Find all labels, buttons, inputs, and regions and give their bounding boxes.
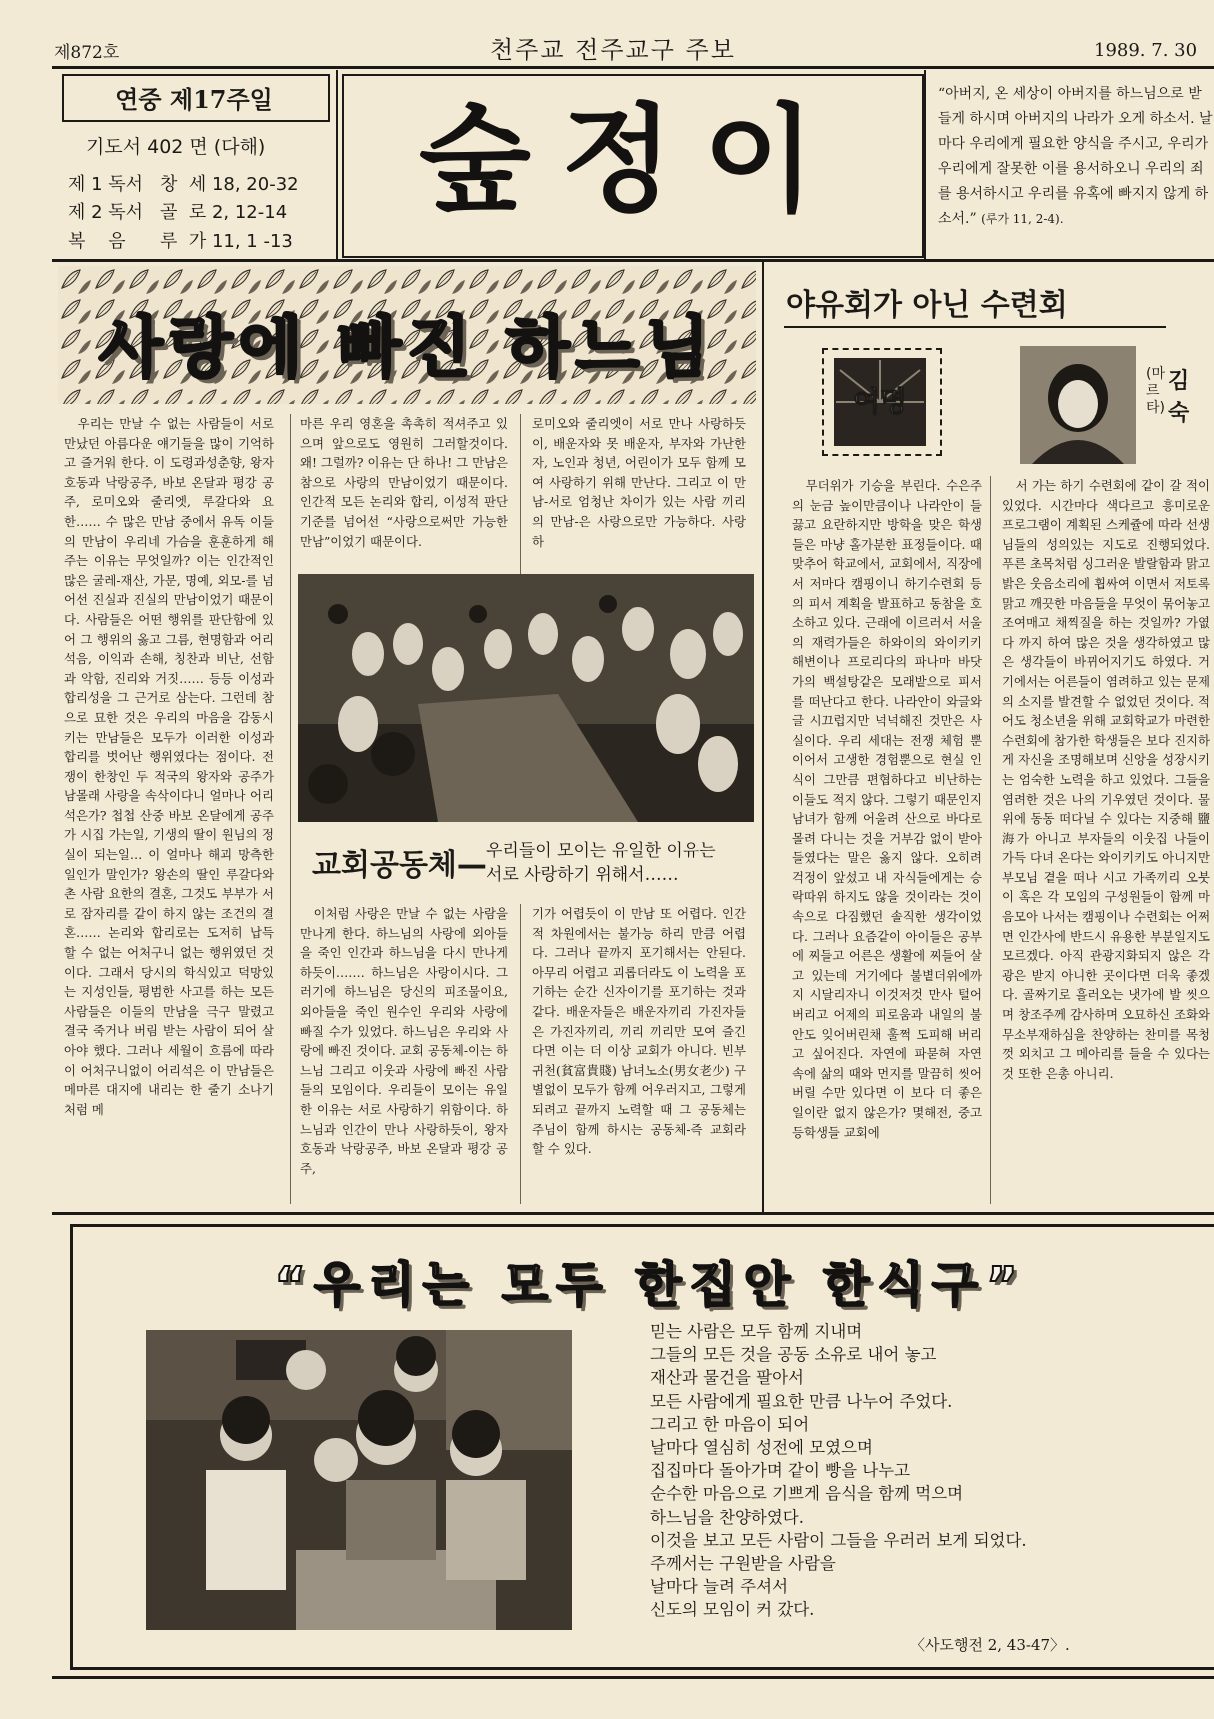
scripture-line: 이것을 보고 모든 사람이 그들을 우러러 보게 되었다. (650, 1530, 1027, 1550)
reading-3-ref: 루 가 11, 1 -13 (160, 231, 293, 252)
newspaper-title: 숲정이 (418, 93, 846, 228)
header-bottom-rule (52, 259, 1214, 262)
column-rule-3 (520, 904, 521, 1204)
scripture-line: 믿는 사람은 모두 함께 지내며 (650, 1322, 863, 1341)
column-rule-2 (520, 414, 521, 574)
subhead-line-2: 서로 사랑하기 위해서…… (486, 865, 679, 885)
main-article-col-2 (300, 414, 508, 574)
scripture-line: 순수한 마음으로 기쁘게 음식을 함께 먹으며 (650, 1484, 964, 1504)
side-article-col-1 (792, 476, 982, 1204)
main-article-col-2b (300, 904, 508, 1204)
column-badge (834, 358, 926, 446)
author-name: 김숙 (1168, 369, 1190, 426)
main-article-col-1 (64, 414, 274, 1206)
reading-2-ref: 골 로 2, 12-14 (160, 202, 288, 223)
bottom-rule-top (52, 1212, 1214, 1215)
scripture-line: 주께서는 구원받을 사람을 (650, 1554, 836, 1574)
reading-3-label: 복 음 (68, 231, 126, 252)
column-rule-1 (290, 414, 291, 1204)
scripture-line: 날마다 늘려 주셔서 (650, 1577, 789, 1597)
main-col3b-text: 기가 어렵듯이 이 만남 또 어렵다. 인간적 차원에서는 불가능 하리 만큼 어렵다. 그러나 끝까지 포기해서는 안된다. 아무리 어렵고 괴롭더라도 이 노력을 포기하는 순간 신자이기를 포기하는 것과 같다. 배운자들은 배운자끼리 가진자들은 가진자끼리, 끼리 끼리만 모여 즐긴다면 이는 더 이상 교회가 아니다. 빈부귀천(貧富貴賤) 남녀노소(男女老少) 구별없이 모두가 함께 어우러지고, 그렇게 되려고 끝까지 노력할 때 그 공동체는 주님이 함께 하시는 공동체-즉 교회라 할 수 있다. (532, 906, 746, 1157)
issue-date: 1989. 7. 30 (1094, 40, 1198, 61)
column-badge-label: 여명 (852, 385, 908, 418)
main-col2b-text: 이처럼 사랑은 만날 수 없는 사람을 만나게 한다. 하느님의 사랑에 외아들을 죽인 인간과 하느님을 다시 만나게 하듯이……. 하느님은 사랑이시다. 그러기에 하느님은 당신의 피조물이요, 외아들을 죽인 원수인 우리와 사랑에 빠질 수가 있었다. 하느님은 우리와 사랑에 빠진 것이다. 교회 공동체-이는 하느님 그리고 이웃과 사랑에 빠진 사람들의 모임이다. 우리들이 모이는 유일한 이유는 서로 사랑하기 위함이다. 하느님과 인간이 만나 사랑하듯이, 왕자 호동과 낙랑공주, 바보 온달과 평강 공주, (300, 906, 508, 1176)
scripture-line: 모든 사람에게 필요한 만큼 나누어 주었다. (650, 1391, 953, 1411)
headline-banner (58, 266, 756, 404)
bottom-rule-end (52, 1676, 1214, 1679)
publisher-name: 천주교 전주교구 주보 (490, 36, 736, 64)
side-col1-text: 무더위가 기승을 부린다. 수은주의 눈금 높이만큼이나 나라안이 들끓고 요란하지만 방학을 맞은 학생들은 마냥 홀가분한 표정들이다. 때 맞추어 학교에서, 교회에서, 직장에서 저마다 캠핑이니 하기수련회 등의 피서 계획을 발표하고 동참을 호소하고 있다. 근래에 이르러서 서울의 재력가들은 하와이의 와이키키 해변이나 프로리다의 파나마 바닷가의 백설탕같은 모래밭으로 피서를 떠난다고 한다. 나라안이 와글와글 시끄럽지만 넉넉해진 것만은 사실이다. 우리 세대는 전쟁 체험 뿐이어서 고생한 경험뿐으로 현실 인식이 그만큼 편협하다고 비난하는 이들도 적지 않다. 그렇기 때문인지 남녀가 함께 어울려 산으로 바다로 몰려 다니는 것을 거부감 없이 받아들였다는 말은 옳지 않다. 오히려 걱정이 앞섰고 내 자식들에게는 승락따위 하지도 않을 것이라는 것이 속으로 다짐했던 솔직한 생각이었다. 그러나 요즘같이 아이들은 공부에 찌들고 어른은 생활에 찌들어 살고 있는데 거기에다 불볕더위에까지 시달리자니 이것저것 만사 털어버리고 어제의 피로움과 내일의 불안도 잊어버린채 훌쩍 도피해 버리고 싶어진다. 자연에 파묻혀 자연 속에 삶의 때와 먼지를 말끔히 씻어버릴 수만 있다면 이 보다 더 좋은 일이란 없지 않은가? 몇해전, 중고등학생들 교회에 (792, 478, 982, 1140)
side-article-col-2 (1002, 476, 1210, 1204)
author-portrait (1020, 346, 1136, 464)
congregation-photo (298, 574, 754, 822)
side-headline-rule (784, 326, 1166, 328)
sunday-label: 연중 제17주일 (115, 85, 273, 114)
main-headline: 사랑에 빠진 하느님 (98, 309, 715, 386)
column-rule-4 (990, 476, 991, 1204)
scripture-line: 그들의 모든 것을 공동 소유로 내어 놓고 (650, 1345, 937, 1365)
reading-2-label: 제 2 독서 (68, 202, 144, 223)
main-col2-text: 마른 우리 영혼을 촉촉히 적셔주고 있으며 앞으로도 영원히 그러할것이다. 왜! 그럴까? 이유는 단 하나! 그 만남은 참으로 사랑의 만남이었기 때문이다. 인간적 모든 논리와 합리, 이성적 판단기준를 넘어선 “사랑으로써만 가능한 만남”이었기 때문이다. (300, 416, 508, 549)
scripture-citation: 〈사도행전 2, 43-47〉. (910, 1636, 1070, 1654)
congregation-photo-image (298, 574, 754, 822)
children-photo (146, 1330, 572, 1630)
side-col2-text: 서 가는 하기 수련회에 같이 갈 적이 있었다. 시간마다 색다르고 흥미로운 프로그램이 계획된 스케쥴에 따라 선생님들의 성의있는 지도로 진행되었다. 푸른 초목처럼 싱그러운 발랄함과 맑고 밝은 웃음소리에 휩싸여 이면서 저토록 맑고 깨끗한 마음들을 무엇이 묶어놓고 조여매고 채찍질을 하는 것일까? 가엾다 까지 하여 많은 것을 생각하였고 많은 생각들이 바뀌어지기도 하였다. 거기에서는 어른들이 염려하고 있는 문제의 소지를 발견할 수 없었던 것이다. 적어도 청소년을 위해 교회학교가 마련한 수련회에 참가한 학생들은 보다 진지하게 자신을 조명해보며 신앙을 성장시키는 엄숙한 노력을 하고 있었다. 그들을 염려한 것은 나의 기우였던 것이다. 물 위에 동동 떠다닐 수 있다는 지중해 鹽海가 아니고 부자들의 이웃집 나들이 가득 다녀 온다는 와이키키도 아니지만 부모님 곁을 떠나 시고 가족끼리 오붓이 혹은 각 모임의 구성원들이 함께 마음모아 나서는 캠핑이나 수련회는 어쩌면 인간사에 반드시 유용한 부분일지도 모르겠다. 아직 관광지화되지 않은 각광은 받지 아니한 곳이다면 더욱 좋겠다. 골짜기로 흘러오는 냇가에 발 씻으며 창조주께 감사하며 오묘하신 조화와 무소부재하심을 찬양하는 찬미를 목청껏 외치고 그 메아리를 들을 수 있다는 것 또한 은총 아니리. (1002, 478, 1210, 1081)
scripture-line: 하느님을 찬양하였다. (650, 1507, 804, 1527)
main-col3-text: 로미오와 줄리엣이 서로 만나 사랑하듯이, 배운자와 못 배운자, 부자와 가난한자, 노인과 청년, 어린이가 모두 함께 모여 사랑하기 위해 만난다. 그리고 이 만남-서로 엄청난 차이가 있는 사람 끼리의 만남-은 사랑으로만 가능하다. 사랑하 (532, 416, 746, 549)
reading-1-label: 제 1 독서 (68, 174, 144, 195)
children-photo-image (146, 1330, 572, 1630)
scripture-line: 신도의 모임이 커 갔다. (650, 1600, 815, 1620)
main-article-col-3b (532, 904, 746, 1204)
header-divider-1 (336, 70, 338, 260)
gospel-quote-text: “아버지, 온 세상이 아버지를 하느님으로 받들게 하시며 아버지의 나라가 오게 하소서. 날마다 우리에게 필요한 양식을 주시고, 우리가 우리에게 잘못한 이를 용서하오니 우리의 죄를 용서하시고 우리를 유혹에 빠지지 않게 하소서.” (938, 86, 1213, 227)
scripture-text (650, 1320, 1190, 1622)
side-headline: 야유회가 아닌 수련회 (786, 288, 1068, 323)
prayerbook-ref: 기도서 402 면 (다해) (86, 136, 266, 158)
reading-1-ref: 창 세 18, 20-32 (160, 174, 299, 195)
author-role: (마르타) (1146, 366, 1165, 416)
subhead-church-community: 교회공동체— (312, 848, 487, 883)
scripture-line: 날마다 열심히 성전에 모였으며 (650, 1438, 873, 1458)
gospel-quote-source: (루가 11, 2-4). (981, 212, 1064, 226)
main-article-col-3 (532, 414, 746, 574)
masthead-rule (52, 66, 1214, 69)
gospel-quote (926, 82, 1214, 254)
subhead-line-1: 우리들이 모이는 유일한 이유는 (486, 841, 716, 861)
scripture-line: 집집마다 돌아가며 같이 빵을 나누고 (650, 1461, 911, 1481)
section-divider (762, 262, 764, 1212)
issue-number: 제872호 (54, 43, 120, 63)
main-col1-text: 우리는 만날 수 없는 사람들이 서로 만났던 아름다운 얘기들을 많이 기억하고 즐거워 한다. 이 도령과성춘향, 왕자 호동과 낙랑공주, 바보 온달과 평강 공주, 로미오와 줄리엣, 루갈다와 요한…… 수 많은 만남 중에서 유독 이들의 만남이 우리네 가슴을 훈훈하게 해주는 이유는 무엇일까? 이는 인간적인 많은 굴레-재산, 가문, 명예, 외모-를 넘어선 진실과 진실의 만남이었기 때문이다. 사람들은 어떤 행위를 판단함에 있어 그 행위의 옳고 그름, 현명함과 어리석음, 이익과 손해, 칭찬과 비난, 선함과 악함, 진리와 거짓…… 등등 이성과 합리성을 그 근거로 삼는다. 그런데 참으로 묘한 것은 우리의 마음을 감동시키는 만남들은 모두가 이러한 이성과 합리를 벗어난 행위였다는 점이다. 전쟁이 한창인 두 적국의 왕자와 공주가 남몰래 사랑을 속삭이다니 얼마나 어리석은가? 첩첩 산중 바보 온달에게 공주가 시집 가는일, 기생의 딸이 원님의 정실이 되는일… 이 얼마나 해괴 망측한 일인가 말인가? 왕손의 딸인 루갈다와 촌 사람 요한의 결혼, 그것도 부부가 서로 잠자리를 같이 하지 않는 조건의 결혼…… 논리와 합리로는 도저히 납득 할 수 없는 어처구니 없는 행위였던 것이다. 그래서 당시의 학식있고 덕망있는 지성인들, 평범한 사고를 하는 모든 사람들은 이들의 만남을 극구 말렸고 결국 죽거나 버림 받는 사람이 되어 살아야 했다. 그러나 세월이 흐름에 따라 이 어처구니없이 어리석은 이 만남들은 메마른 대지에 내리는 한 줄기 소나기 처럼 메 (64, 416, 274, 1117)
scripture-line: 재산과 물건을 팔아서 (650, 1368, 804, 1388)
author-photo (1020, 346, 1136, 464)
scripture-line: 그리고 한 마음이 되어 (650, 1414, 810, 1434)
bottom-headline: “우리는 모두 한집안 한식구” (274, 1257, 1026, 1313)
